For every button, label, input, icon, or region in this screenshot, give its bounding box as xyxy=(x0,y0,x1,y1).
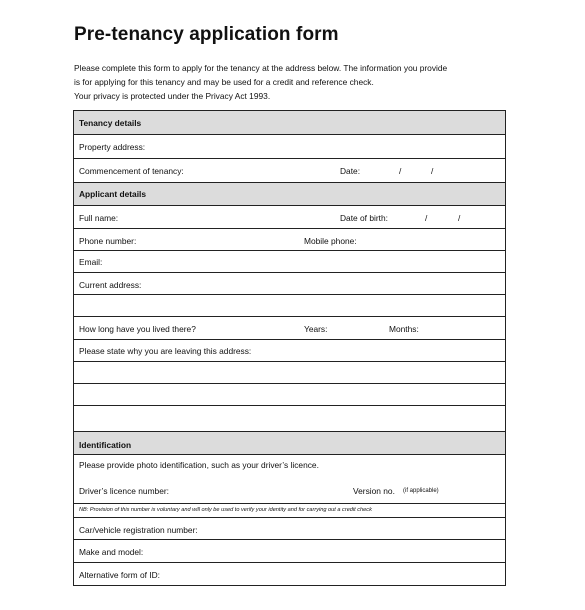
section-identification xyxy=(74,432,505,455)
field-label: Car/vehicle registration number: xyxy=(79,525,198,535)
field-label: Make and model: xyxy=(79,547,144,557)
field-label: How long have you lived there? xyxy=(79,324,196,334)
months-label: Months: xyxy=(389,324,419,334)
field-label: Current address: xyxy=(79,280,142,290)
dob-label: Date of birth: xyxy=(340,213,388,223)
leaving-reason-line-2[interactable] xyxy=(74,362,505,384)
leaving-reason-line-4[interactable] xyxy=(74,406,505,432)
nb-note: NB: Provision of this number is voluntary and will only be used to verify your identity and for carrying out a credit check xyxy=(79,507,372,513)
section-heading: Applicant details xyxy=(79,189,147,199)
vehicle-registration-field[interactable] xyxy=(74,518,505,540)
privacy-note-row xyxy=(74,504,505,518)
intro-text xyxy=(74,61,514,103)
field-label: Please state why you are leaving this address: xyxy=(79,346,252,356)
years-label: Years: xyxy=(304,324,328,334)
date-separator: / xyxy=(458,213,461,223)
date-label: Date: xyxy=(340,166,361,176)
section-heading: Identification xyxy=(79,440,132,450)
version-no-label: Version no. xyxy=(353,486,395,496)
mobile-label: Mobile phone: xyxy=(304,236,357,246)
field-label: Property address: xyxy=(79,142,146,152)
field-label: Alternative form of ID: xyxy=(79,570,160,580)
licence-field[interactable] xyxy=(74,455,505,504)
field-label: Full name: xyxy=(79,213,119,223)
email-field[interactable] xyxy=(74,251,505,273)
intro-line-1: Please complete this form to apply for the tenancy at the address below. The information you provide xyxy=(74,63,448,73)
field-label: Driver’s licence number: xyxy=(79,486,169,496)
if-applicable-note: (if applicable) xyxy=(403,488,439,494)
application-form xyxy=(73,110,506,586)
section-heading: Tenancy details xyxy=(79,118,142,128)
date-separator: / xyxy=(399,166,402,176)
date-separator: / xyxy=(431,166,434,176)
phone-field[interactable] xyxy=(74,229,505,251)
form-title: Pre-tenancy application form xyxy=(74,24,339,45)
current-address-line-2[interactable] xyxy=(74,295,505,317)
commencement-field[interactable] xyxy=(74,159,505,183)
full-name-field[interactable] xyxy=(74,206,505,229)
photo-id-instruction: Please provide photo identification, such as your driver’s licence. xyxy=(79,460,319,470)
field-label: Commencement of tenancy: xyxy=(79,166,184,176)
field-label: Phone number: xyxy=(79,236,137,246)
date-separator: / xyxy=(425,213,428,223)
how-long-field[interactable] xyxy=(74,317,505,340)
leaving-reason-line-3[interactable] xyxy=(74,384,505,406)
property-address-field[interactable] xyxy=(74,135,505,159)
make-model-field[interactable] xyxy=(74,540,505,563)
intro-line-2: is for applying for this tenancy and may be used for a credit and reference check. xyxy=(74,77,374,87)
intro-line-3: Your privacy is protected under the Privacy Act 1993. xyxy=(74,91,271,101)
field-label: Email: xyxy=(79,257,103,267)
section-tenancy-details xyxy=(74,111,505,135)
leaving-reason-field[interactable] xyxy=(74,340,505,362)
current-address-field[interactable] xyxy=(74,273,505,295)
section-applicant-details xyxy=(74,183,505,206)
alternative-id-field[interactable] xyxy=(74,563,505,586)
